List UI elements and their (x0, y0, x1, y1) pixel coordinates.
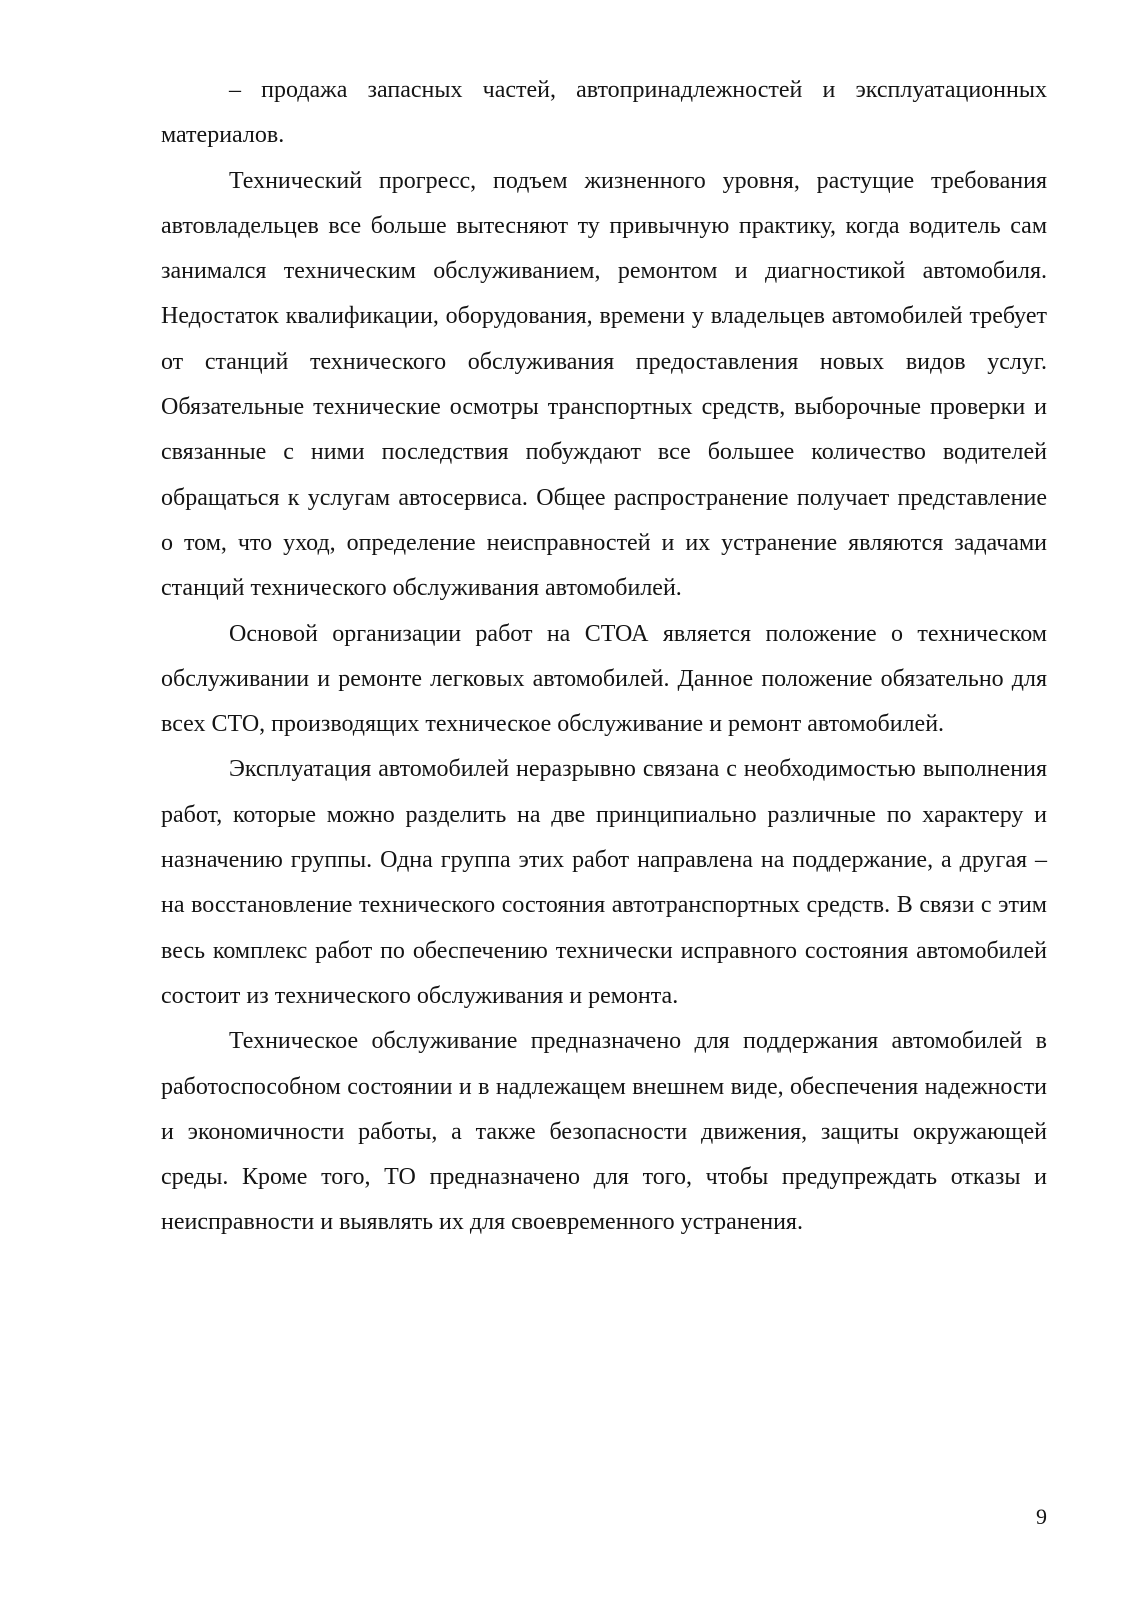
body-text (161, 68, 1047, 1246)
paragraph-vehicle-operation: Эксплуатация автомобилей неразрывно связана с необходимостью выполнения работ, которые можно разделить на две принципиально различные по характеру и назначению группы. Одна группа этих работ направлена на поддержание, а другая – на восстановление технического состояния автотранспортных средств. В связи с этим весь комплекс работ по обеспечению технически исправного состояния автомобилей состоит из технического обслуживания и ремонта. (161, 756, 1047, 1009)
page-number: 9 (1036, 1504, 1047, 1529)
paragraph-stoa-regulation: Основой организации работ на СТОА является положение о техническом обслуживании и ремонте легковых автомобилей. Данное положение обязательно для всех СТО, производящих техническое обслуживание и ремонт автомобилей. (161, 620, 1047, 738)
paragraph-maintenance-purpose: Техническое обслуживание предназначено для поддержания автомобилей в работоспособном состоянии и в надлежащем внешнем виде, обеспечения надежности и экономичности работы, а также безопасности движения, защиты окружающей среды. Кроме того, ТО предназначено для того, чтобы предупреждать отказы и неисправности и выявлять их для своевременного устранения. (161, 1028, 1047, 1236)
paragraph-technical-progress: Технический прогресс, подъем жизненного уровня, растущие требования автовладельцев все больше вытесняют ту привычную практику, когда водитель сам занимался техническим обслуживанием, ремонтом и диагностикой автомобиля. Недостаток квалификации, оборудования, времени у владельцев автомобилей требует от станций технического обслуживания предоставления новых видов услуг. Обязательные технические осмотры транспортных средств, выборочные проверки и связанные с ними последствия побуждают все большее количество водителей обращаться к услугам автосервиса. Общее распространение получает представление о том, что уход, определение неисправностей и их устранение являются задачами станций технического обслуживания автомобилей. (161, 167, 1047, 602)
paragraph-list-item-sales: – продажа запасных частей, автопринадлежностей и эксплуатационных материалов. (161, 77, 1047, 149)
